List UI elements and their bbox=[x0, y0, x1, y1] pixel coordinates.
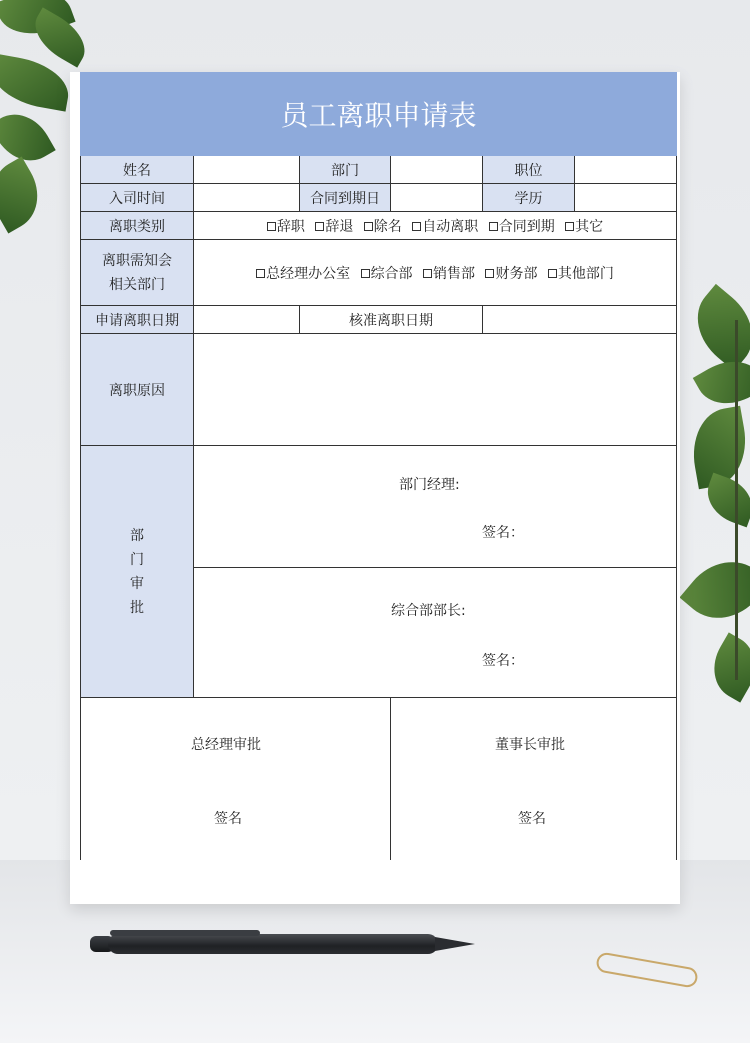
checkbox-icon bbox=[485, 269, 494, 278]
gm-approval-label: 总经理审批 bbox=[191, 737, 261, 753]
checkbox-option[interactable]: 其它 bbox=[565, 219, 603, 235]
name-label: 姓名 bbox=[81, 156, 194, 184]
reason-label: 离职原因 bbox=[81, 334, 194, 446]
join-date-label: 入司时间 bbox=[81, 184, 194, 212]
position-field[interactable] bbox=[575, 156, 677, 184]
resignation-form bbox=[80, 72, 677, 860]
dept-approval-label bbox=[81, 446, 194, 698]
checkbox-option[interactable]: 综合部 bbox=[361, 266, 413, 282]
checkbox-option[interactable]: 辞职 bbox=[267, 219, 305, 235]
form-title: 员工离职申请表 bbox=[81, 73, 677, 156]
checkbox-option[interactable]: 自动离职 bbox=[412, 219, 478, 235]
contract-end-label: 合同到期日 bbox=[300, 184, 391, 212]
dept-approval-char: 门 bbox=[130, 551, 144, 568]
chair-sign: 签名 bbox=[518, 811, 546, 827]
checkbox-option[interactable]: 除名 bbox=[364, 219, 402, 235]
checkbox-option[interactable]: 总经理办公室 bbox=[256, 266, 350, 282]
notify-label-line-1: 离职需知会 bbox=[102, 252, 172, 269]
gm-approval[interactable] bbox=[81, 698, 391, 860]
position-label: 职位 bbox=[483, 156, 575, 184]
checkbox-icon bbox=[361, 269, 370, 278]
dept-approval-char: 审 bbox=[130, 575, 144, 592]
general-dept-approval[interactable] bbox=[194, 568, 677, 698]
dept-manager-label: 部门经理: bbox=[399, 477, 460, 493]
checkbox-icon bbox=[267, 222, 276, 231]
notify-dept-options bbox=[194, 240, 677, 306]
notify-label-line-2: 相关部门 bbox=[109, 276, 165, 293]
checkbox-icon bbox=[548, 269, 557, 278]
name-field[interactable] bbox=[194, 156, 300, 184]
chair-approval-label: 董事长审批 bbox=[495, 737, 565, 753]
dept-label: 部门 bbox=[300, 156, 391, 184]
checkbox-icon bbox=[315, 222, 324, 231]
resign-type-options bbox=[194, 212, 677, 240]
dept-approval-char: 部 bbox=[130, 527, 144, 544]
apply-date-field[interactable] bbox=[194, 306, 300, 334]
education-label: 学历 bbox=[483, 184, 575, 212]
checkbox-option[interactable]: 销售部 bbox=[423, 266, 475, 282]
approve-date-label: 核准离职日期 bbox=[300, 306, 483, 334]
join-date-field[interactable] bbox=[194, 184, 300, 212]
chair-approval[interactable] bbox=[391, 698, 677, 860]
education-field[interactable] bbox=[575, 184, 677, 212]
pen bbox=[90, 930, 480, 958]
dept-approval-char: 批 bbox=[130, 599, 144, 616]
reason-field[interactable] bbox=[194, 334, 677, 446]
checkbox-icon bbox=[412, 222, 421, 231]
checkbox-icon bbox=[364, 222, 373, 231]
form-paper bbox=[70, 72, 680, 904]
notify-dept-label bbox=[81, 240, 194, 306]
checkbox-option[interactable]: 合同到期 bbox=[489, 219, 555, 235]
checkbox-icon bbox=[423, 269, 432, 278]
dept-manager-sign: 签名： bbox=[482, 525, 524, 541]
resign-type-label: 离职类别 bbox=[81, 212, 194, 240]
dept-field[interactable] bbox=[391, 156, 483, 184]
contract-end-field[interactable] bbox=[391, 184, 483, 212]
checkbox-option[interactable]: 其他部门 bbox=[548, 266, 614, 282]
apply-date-label: 申请离职日期 bbox=[81, 306, 194, 334]
general-dept-label: 综合部部长: bbox=[391, 603, 466, 619]
dept-manager-approval[interactable] bbox=[194, 446, 677, 568]
checkbox-icon bbox=[565, 222, 574, 231]
checkbox-icon bbox=[256, 269, 265, 278]
gm-sign: 签名 bbox=[214, 811, 242, 827]
general-dept-sign: 签名： bbox=[482, 653, 524, 669]
checkbox-option[interactable]: 辞退 bbox=[315, 219, 353, 235]
checkbox-icon bbox=[489, 222, 498, 231]
checkbox-option[interactable]: 财务部 bbox=[485, 266, 537, 282]
approve-date-field[interactable] bbox=[483, 306, 677, 334]
